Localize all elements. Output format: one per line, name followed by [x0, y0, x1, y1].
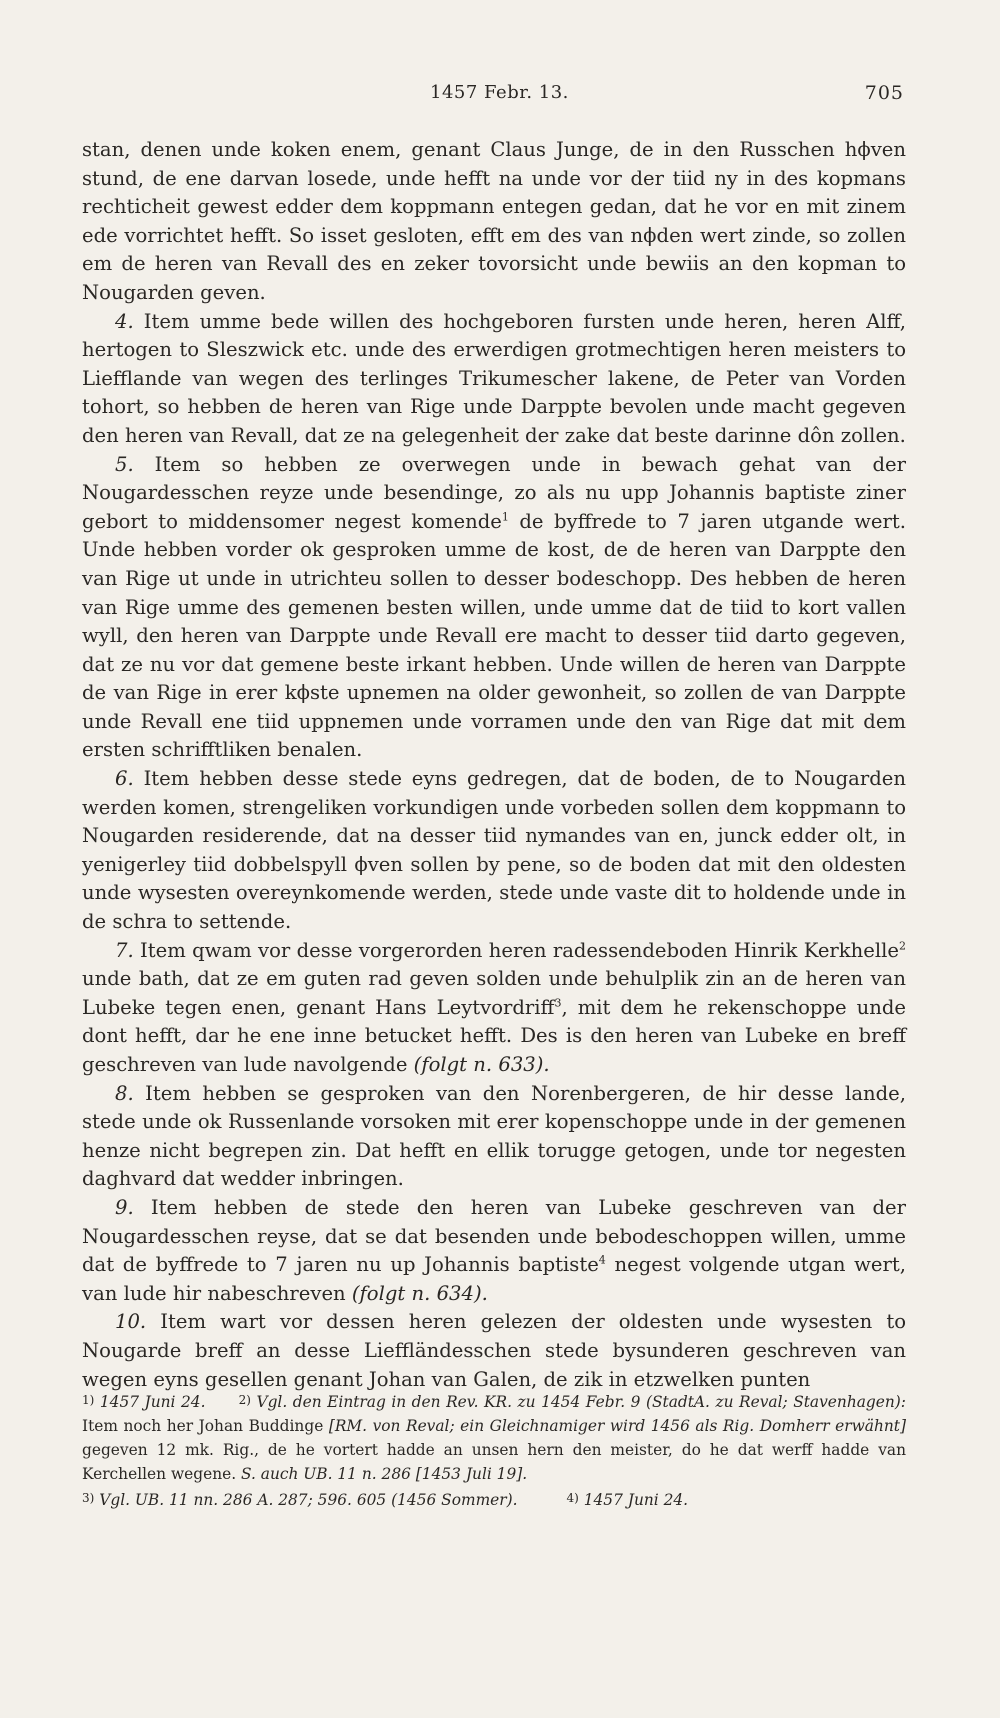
- footnotes: [82, 1388, 906, 1512]
- section-9: [82, 1194, 906, 1308]
- section-number: 6.: [115, 767, 134, 791]
- paragraph-text: unde bath, dat ze em guten rad geven solden unde behulplik zin an de heren van Lubeke tegen enen, genant Hans Leytvordriff: [82, 967, 906, 1019]
- footnote-1-2: [82, 1388, 906, 1486]
- footnote-text: gegeven 12 mk. Rig., de he vortert hadde an unsen hern den meister, do he dat werff hadde van Kerchellen wegene.: [82, 1441, 906, 1483]
- section-number: 5.: [115, 452, 134, 476]
- footnote-label: 2): [238, 1393, 251, 1407]
- section-number: 7.: [115, 938, 134, 962]
- footnote-ref[interactable]: 2: [899, 939, 907, 953]
- page-number: 705: [864, 82, 904, 104]
- paragraph-text: Item hebben de stede den heren van Lubeke geschreven van der Nougardesschen reyse, dat se dat besenden unde bebodeschoppen willen, umme dat de byffrede to 7 jaren nu up Johannis baptiste: [82, 1195, 906, 1277]
- section-number: 10.: [115, 1310, 147, 1334]
- footnote-text: 1457 Juni 24.: [583, 1491, 689, 1509]
- paragraph-text: de byffrede to 7 jaren utgande wert. Unde hebben vorder ok gesproken umme de kost, de de heren van Darppte den van Rige ut unde in utrichteu sollen to desser bodeschopp. Des hebben de heren van Rige umme des gemenen besten willen, unde umme dat de tiid to kort vallen wyll, den heren van Darppte unde Revall ere macht to desser tiid darto gegeven, dat ze nu vor dat gemene beste irkant hebben. Unde willen de heren van Darppte de van Rige in erer kϕste upnemen na older gewonheit, so zollen de van Darppte unde Revall ene tiid uppnemen unde vorramen unde den van Rige dat mit dem ersten schrifftliken benalen.: [82, 509, 906, 762]
- paragraph-text: Item umme bede willen des hochgeboren fursten unde heren, heren Alff, hertogen to Sleszwick etc. unde des erwerdigen grotmechtigen heren meisters to Liefflande van wegen des terlinges Trikumescher lakene, de Peter van Vorden tohort, so hebben de heren van Rige unde Darppte bevolen unde macht gegeven den heren van Revall, dat ze na gelegenheit der zake dat beste darinne dôn zollen.: [82, 309, 907, 447]
- paragraph-text: , mit dem he rekenschoppe unde dont hefft, dar he ene inne betucket hefft. Des is den heren van Lubeke en breff geschreven van lude navolgende: [82, 995, 906, 1076]
- footnote-text: Item noch her Johan Buddinge: [82, 1417, 329, 1435]
- footnote-text: Vgl. UB. 11 nn. 286 A. 287; 596. 605 (1456 Sommer).: [99, 1491, 518, 1509]
- section-number: 8.: [115, 1081, 134, 1105]
- paragraph-text: Item hebben se gesproken van den Norenbergeren, de hir desse lande, stede unde ok Russenlande vorsoken mit erer kopenschoppe unde in der gemenen henze nicht begrepen zin. Dat hefft en ellik torugge getogen, unde tor negesten daghvard dat wedder inbringen.: [82, 1081, 906, 1191]
- section-7: [82, 937, 906, 1080]
- running-header: [0, 82, 1000, 112]
- footnote-ref[interactable]: 3: [554, 996, 562, 1010]
- section-number: 9.: [115, 1195, 134, 1219]
- paragraph-continuation: [82, 136, 906, 308]
- paragraph-text: Item qwam vor desse vorgerorden heren radessendeboden Hinrik Kerkhelle: [140, 938, 900, 962]
- footnote-3-4: [82, 1486, 906, 1512]
- main-text: [82, 136, 906, 1394]
- cross-reference: (folgt n. 634).: [351, 1281, 488, 1305]
- paragraph-text: Item wart vor dessen heren gelezen der oldesten unde wysesten to Nougarde breff an desse Lieffländesschen stede bysunderen geschreven van wegen eyns gesellen genant Johan van Galen, de zik in etzwelken punten: [82, 1310, 906, 1391]
- footnote-ref[interactable]: 1: [501, 510, 509, 524]
- cross-reference: (folgt n. 633).: [413, 1053, 550, 1076]
- section-8: [82, 1080, 906, 1194]
- paragraph-text: Item so hebben ze overwegen unde in bewach gehat van der Nougardesschen reyze unde besendinge, zo als nu upp Johannis baptiste ziner gebort to middensomer negest komende: [82, 452, 906, 533]
- footnote-label: 3): [82, 1491, 95, 1505]
- footnote-ref[interactable]: 4: [598, 1253, 606, 1267]
- footnote-text: 1457 Juni 24.: [99, 1393, 206, 1411]
- footnote-label: 1): [82, 1393, 95, 1407]
- section-5: [82, 451, 906, 766]
- footnote-text: [RM. von Reval; ein Gleichnamiger wird 1456 als Rig. Domherr erwähnt]: [328, 1417, 906, 1435]
- section-4: [82, 308, 906, 451]
- footnote-label: 4): [566, 1491, 579, 1505]
- section-10: [82, 1308, 906, 1394]
- header-date: 1457 Febr. 13.: [430, 82, 569, 103]
- footnote-text: Vgl. den Eintrag in den Rev. KR. zu 1454 Febr. 9 (StadtA. zu Reval; Stavenhagen):: [256, 1393, 906, 1411]
- paragraph-text: negest volgende utgan wert, van lude hir nabeschreven: [82, 1253, 906, 1305]
- section-6: [82, 765, 906, 937]
- paragraph-text: Item hebben desse stede eyns gedregen, dat de boden, de to Nougarden werden komen, strengeliken vorkundigen unde vorbeden sollen dem koppmann to Nougarden residerende, dat na desser tiid nymandes van en, junck edder olt, in yenigerley tiid dobbelspyll ϕven sollen by pene, so de boden dat mit den oldesten unde wysesten overeynkomende werden, stede unde vaste dit to holdende unde in de schra to settende.: [82, 767, 906, 934]
- section-number: 4.: [115, 309, 134, 333]
- paragraph-text: stan, denen unde koken enem, genant Claus Junge, de in den Russchen hϕven stund, de ene darvan losede, unde hefft na unde vor der tiid ny in des kopmans rechticheit gewest edder dem koppmann entegen gedan, dat he vor en mit zinem ede vorrichtet hefft. So isset gesloten, efft em des van nϕden wert zinde, so zollen em de heren van Revall des en zeker tovorsicht unde bewiis an den kopman to Nougarden geven.: [82, 138, 906, 304]
- footnote-text: S. auch UB. 11 n. 286 [1453 Juli 19].: [241, 1465, 528, 1483]
